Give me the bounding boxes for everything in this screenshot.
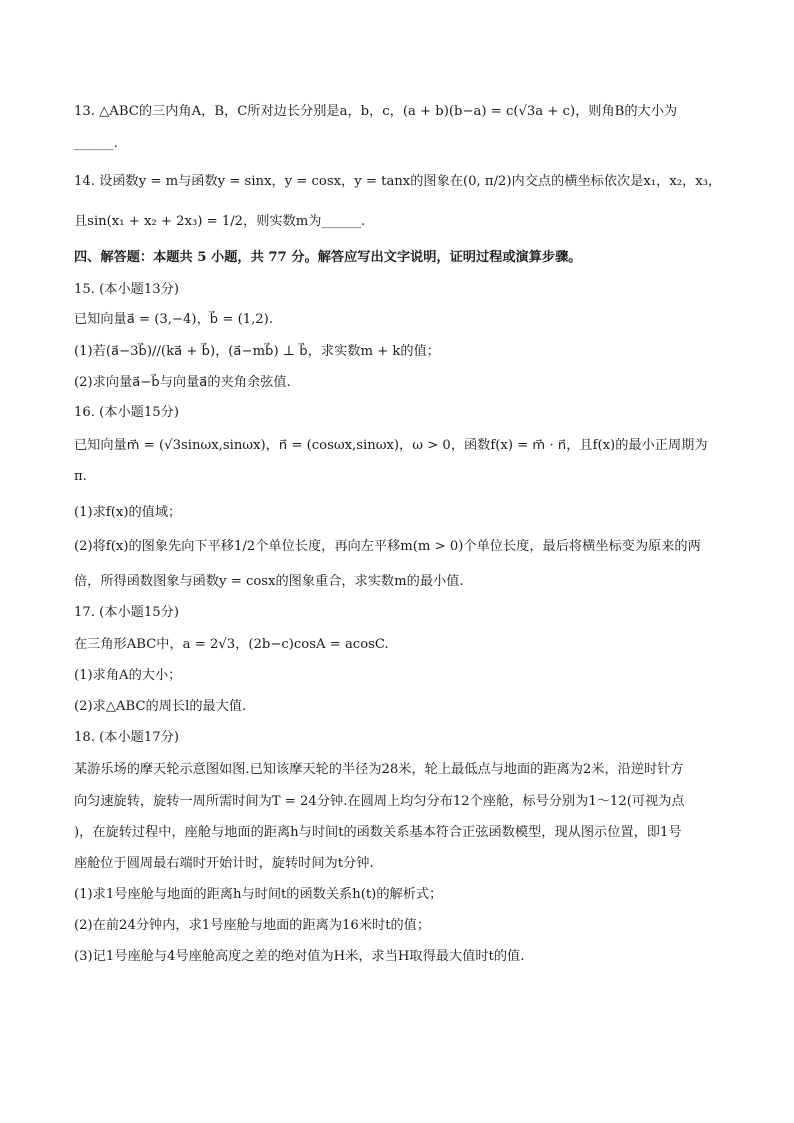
q17-part-1: (1)求角A的大小； [74,668,182,683]
q18-line-3: )，在旋转过程中，座舱与地面的距离h与时间t的函数关系基本符合正弦函数模型，现从图示位置，即1号 [74,825,682,840]
q18-header: 18. (本小题17分) [74,730,179,745]
q16-header: 16. (本小题15分) [74,405,179,420]
q18-line-2: 向匀速旋转，旋转一周所需时间为T = 24分钟.在圆周上均匀分布12个座舱，标号分别为1～12(可视为点 [74,794,685,809]
q15-part-1: (1)若(a⃗−3b⃗)//(ka⃗ + b⃗)，(a⃗−mb⃗) ⊥ b⃗，求实数m + k的值； [74,344,440,359]
q18-part-3: (3)记1号座舱与4号座舱高度之差的绝对值为H米，求当H取得最大值时t的值. [74,949,525,964]
q16-part-1: (1)求f(x)的值域； [74,505,182,520]
q17-header: 17. (本小题15分) [74,605,179,620]
q16-part-2a: (2)将f(x)的图象先向下平移1/2个单位长度，再向左平移m(m > 0)个单位长度，最后将横坐标变为原来的两 [74,539,701,554]
q18-part-2: (2)在前24分钟内，求1号座舱与地面的距离为16米时t的值； [74,918,431,933]
q17-line-1: 在三角形ABC中，a = 2√3，(2b−c)cosA = acosC. [74,637,389,652]
q18-line-1: 某游乐场的摩天轮示意图如图.已知该摩天轮的半径为28米，轮上最低点与地面的距离为2米，沿逆时针方 [74,762,684,777]
q18-part-1: (1)求1号座舱与地面的距离h与时间t的函数关系h(t)的解析式； [74,887,443,902]
q13-line-2: ______. [74,136,118,151]
q18-line-4: 座舱位于圆周最右端时开始计时，旋转时间为t分钟. [74,856,374,871]
section-heading: 四、解答题：本题共 5 小题，共 77 分。解答应写出文字说明，证明过程或演算步骤。 [74,250,582,265]
q16-part-2b: 倍，所得函数图象与函数y = cosx的图象重合，求实数m的最小值. [74,574,464,589]
q14-line-1: 14. 设函数y = m与函数y = sinx，y = cosx，y = tanx的图象在(0, π/2)内交点的横坐标依次是x₁，x₂，x₃， [74,174,722,189]
q15-line-1: 已知向量a⃗ = (3,−4)，b⃗ = (1,2). [74,312,274,327]
q15-header: 15. (本小题13分) [74,282,179,297]
q15-part-2: (2)求向量a⃗−b⃗与向量a⃗的夹角余弦值. [74,375,291,390]
q16-line-2: π. [74,469,87,484]
q14-line-2: 且sin(x₁ + x₂ + 2x₃) = 1/2，则实数m为______. [74,214,366,229]
q17-part-2: (2)求△ABC的周长l的最大值. [74,699,247,714]
q16-line-1: 已知向量m⃗ = (√3sinωx,sinωx)，n⃗ = (cosωx,sinωx)，ω > 0，函数f(x) = m⃗ · n⃗，且f(x)的最小正周期为 [74,438,708,453]
q13-line-1: 13. △ABC的三内角A，B，C所对边长分别是a，b，c，(a + b)(b−a) = c(√3a + c)，则角B的大小为 [74,104,678,119]
